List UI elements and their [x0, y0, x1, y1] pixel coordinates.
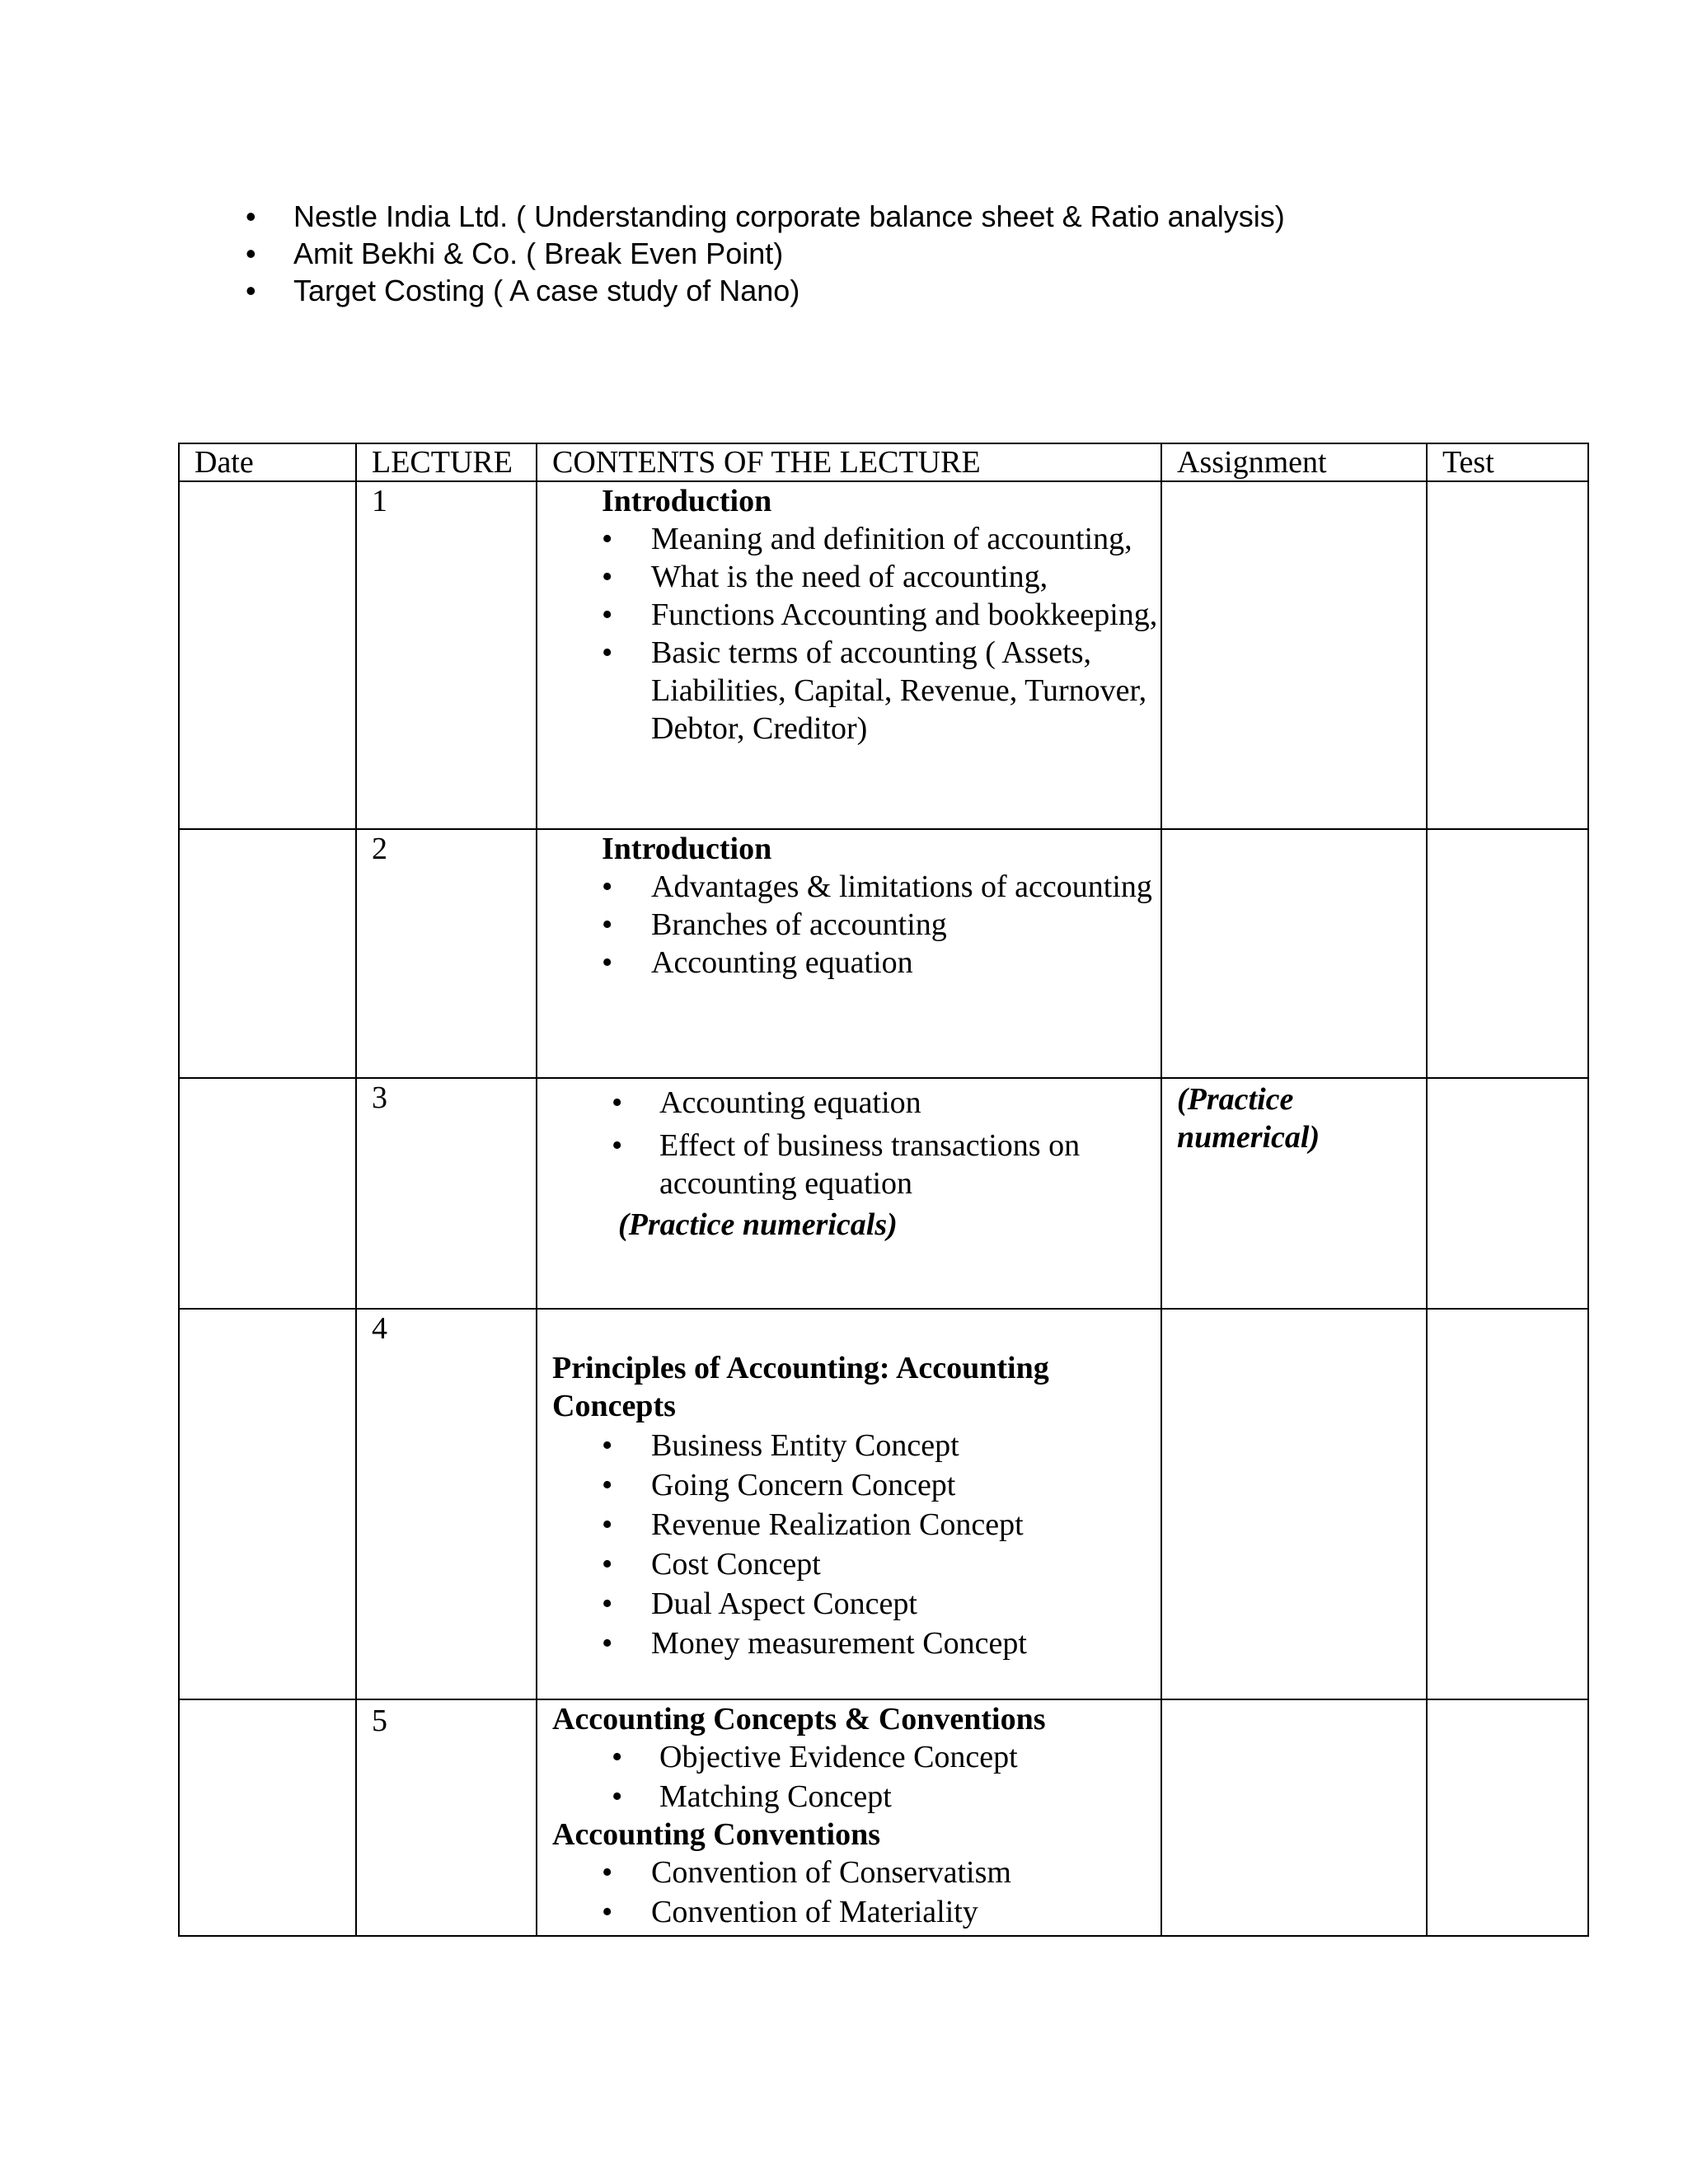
lecture-number: 3	[356, 1078, 537, 1309]
lecture-number: 5	[356, 1699, 537, 1936]
list-item: • What is the need of accounting,	[552, 558, 1160, 596]
list-item: • Functions Accounting and bookkeeping,	[552, 596, 1160, 634]
contents-list	[552, 868, 1160, 982]
assignment-cell	[1161, 1078, 1427, 1309]
assignment-cell	[1161, 1699, 1427, 1936]
contents-list	[552, 1738, 1160, 1816]
list-item: • Revenue Realization Concept	[552, 1506, 1160, 1544]
list-item: • Money measurement Concept	[552, 1624, 1160, 1662]
contents-heading: Introduction	[602, 832, 772, 866]
header-lecture: LECTURE	[356, 443, 537, 481]
test-cell	[1427, 1309, 1588, 1699]
list-item: • Basic terms of accounting ( Assets, Liabilities, Capital, Revenue, Turnover, Debtor, Creditor)	[552, 634, 1160, 748]
lecture-contents	[537, 1078, 1161, 1309]
list-item: • Matching Concept	[552, 1778, 1160, 1816]
practice-note: (Practice numericals)	[618, 1207, 898, 1242]
case-study-item: • Nestle India Ltd. ( Understanding corporate balance sheet & Ratio analysis)	[293, 198, 1285, 235]
lecture-number: 1	[356, 481, 537, 829]
table-row	[179, 1309, 1588, 1699]
lecture-contents	[537, 1309, 1161, 1699]
table-header-row	[179, 443, 1588, 481]
contents-subheading: Accounting Conventions	[552, 1817, 880, 1852]
lecture-number: 4	[356, 1309, 537, 1699]
list-item: • Accounting equation	[552, 1084, 1160, 1122]
list-item: • Branches of accounting	[552, 906, 1160, 944]
lecture-number: 2	[356, 829, 537, 1078]
test-cell	[1427, 829, 1588, 1078]
list-item: • Accounting equation	[552, 944, 1160, 982]
test-cell	[1427, 1078, 1588, 1309]
date-cell	[179, 1309, 356, 1699]
lecture-plan-table	[178, 443, 1589, 1937]
date-cell	[179, 1699, 356, 1936]
contents-list	[552, 1427, 1160, 1662]
case-study-item: • Target Costing ( A case study of Nano)	[293, 272, 1285, 309]
table-row	[179, 1078, 1588, 1309]
header-assignment: Assignment	[1161, 443, 1427, 481]
case-study-list	[293, 198, 1285, 309]
contents-list	[552, 1854, 1160, 1931]
lecture-contents	[537, 1699, 1161, 1936]
list-item: • Objective Evidence Concept	[552, 1738, 1160, 1776]
lecture-contents	[537, 829, 1161, 1078]
contents-heading: Introduction	[602, 484, 772, 518]
contents-heading: Principles of Accounting: Accounting Concepts	[552, 1351, 1049, 1423]
header-test: Test	[1427, 443, 1588, 481]
list-item: • Cost Concept	[552, 1545, 1160, 1583]
test-cell	[1427, 1699, 1588, 1936]
table-row	[179, 1699, 1588, 1936]
date-cell	[179, 1078, 356, 1309]
table-row	[179, 829, 1588, 1078]
list-item: • Effect of business transactions on accounting equation	[552, 1127, 1160, 1202]
contents-heading: Accounting Concepts & Conventions	[552, 1702, 1046, 1736]
list-item: • Advantages & limitations of accounting	[552, 868, 1160, 906]
case-study-item: • Amit Bekhi & Co. ( Break Even Point)	[293, 235, 1285, 272]
assignment-cell	[1161, 481, 1427, 829]
contents-list	[552, 520, 1160, 748]
list-item: • Meaning and definition of accounting,	[552, 520, 1160, 558]
header-contents: CONTENTS OF THE LECTURE	[537, 443, 1161, 481]
list-item: • Going Concern Concept	[552, 1466, 1160, 1504]
list-item: • Convention of Materiality	[552, 1893, 1160, 1931]
assignment-cell	[1161, 829, 1427, 1078]
list-item: • Dual Aspect Concept	[552, 1585, 1160, 1623]
contents-list	[552, 1084, 1160, 1202]
list-item: • Business Entity Concept	[552, 1427, 1160, 1465]
assignment-note: (Practice numerical)	[1177, 1082, 1320, 1155]
test-cell	[1427, 481, 1588, 829]
date-cell	[179, 481, 356, 829]
list-item: • Convention of Conservatism	[552, 1854, 1160, 1891]
assignment-cell	[1161, 1309, 1427, 1699]
date-cell	[179, 829, 356, 1078]
lecture-contents	[537, 481, 1161, 829]
table-row	[179, 481, 1588, 829]
header-date: Date	[179, 443, 356, 481]
